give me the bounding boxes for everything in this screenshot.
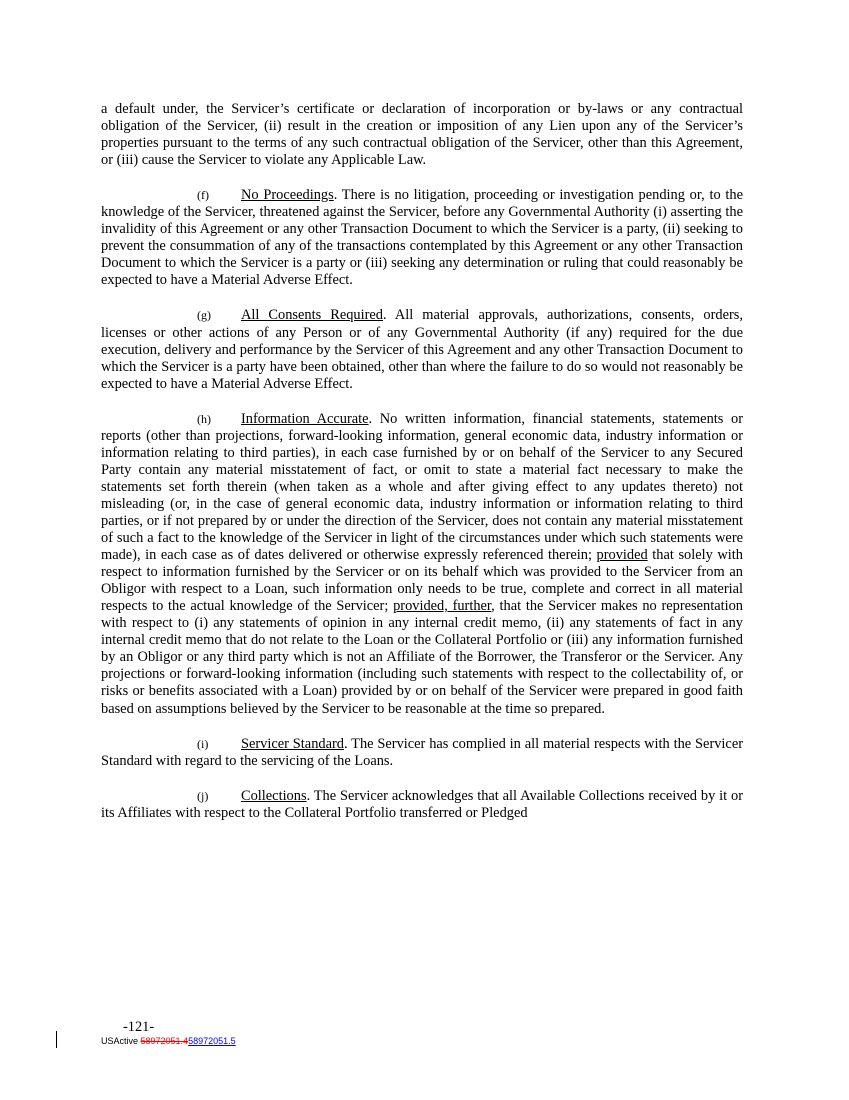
change-bar xyxy=(56,1031,57,1048)
document-id-deleted: 58972051.4 xyxy=(140,1036,189,1046)
section-i-label: (i) xyxy=(197,736,209,751)
section-g-text: . All material approvals, authorizations, consents, orders, licenses or other actions of any Person or of any Governmental Authority (if any) required for the due execution, delivery and performance by the Servicer of this Agreement and any other Transaction Document to which the Servicer is a party have been obtained, other than where the failure to do so would not reasonably be expected to have a Material Adverse Effect. xyxy=(101,307,743,392)
section-j-text: . The Servicer acknowledges that all Available Collections received by it or its Affiliates with respect to the Collateral Portfolio transferred or Pledged xyxy=(101,787,743,821)
section-j-label: (j) xyxy=(197,788,209,803)
section-i-text: . The Servicer has complied in all material respects with the Servicer Standard with regard to the servicing of the Loans. xyxy=(101,735,743,769)
section-h-text-2: that solely with respect to information furnished by the Servicer or on its behalf which was provided to the Servicer from an Obligor with respect to a Loan, such information only needs to be true, complete and correct in all material respects to the actual knowledge of the Servicer; xyxy=(101,547,743,615)
section-g xyxy=(101,307,743,392)
paragraph-continued: a default under, the Servicer’s certificate or declaration of incorporation or by-laws or any contractual obligation of the Servicer, (ii) result in the creation or imposition of any Lien upon any of the Servicer’s properties pursuant to the terms of any such contractual obligation of the Servicer, other than this Agreement, or (iii) cause the Servicer to violate any Applicable Law. xyxy=(101,101,743,169)
page-number: -121- xyxy=(123,1019,155,1035)
section-f-heading: No Proceedings xyxy=(241,187,334,204)
section-g-label: (g) xyxy=(197,308,211,323)
section-h-provided-further: provided, further xyxy=(393,598,492,615)
section-f-text: . There is no litigation, proceeding or investigation pending or, to the knowledge of the Servicer, threatened against the Servicer, before any Governmental Authority (i) asserting the invalidity of this Agreement or any other Transaction Document to which the Servicer is a party, (ii) seeking to prevent the consummation of any of the transactions contemplated by this Agreement or any other Transaction Document to which the Servicer is a party or (iii) seeking any determination or ruling that could reasonably be expected to have a Material Adverse Effect. xyxy=(101,187,743,289)
section-h-provided: provided xyxy=(596,547,648,564)
section-f xyxy=(101,187,743,289)
document-body xyxy=(101,101,743,840)
document-id-inserted: 58972051.5 xyxy=(188,1036,236,1046)
section-h-text-3: , that the Servicer makes no representation with respect to (i) any statements of opinion in any internal credit memo, (ii) any statements of fact in any internal credit memo that do not relate to the Loan or the Collateral Portfolio or (iii) any information furnished by an Obligor or any third party which is not an Affiliate of the Borrower, the Transferor or the Servicer. Any projections or forward-looking information (including such statements with respect to the collectability of, or risks or benefits associated with a Loan) provided by or on behalf of the Servicer were prepared in good faith based on assumptions believed by the Servicer to be reasonable at the time so prepared. xyxy=(101,598,743,717)
section-j-heading: Collections xyxy=(241,787,307,804)
section-h-label: (h) xyxy=(197,411,211,426)
section-j xyxy=(101,788,743,822)
section-h xyxy=(101,411,743,718)
section-i xyxy=(101,736,743,770)
section-f-label: (f) xyxy=(197,188,209,203)
section-h-text-1: . No written information, financial statements, statements or reports (other than projections, forward-looking information, general economic data, industry information or information relating to third parties), in each case furnished by or on behalf of the Servicer to any Secured Party contain any material misstatement of fact, or omit to state a material fact necessary to make the statements set forth therein (when taken as a whole and after giving effect to any updates thereto) not misleading (or, in the case of general economic data, industry information or information relating to third parties, or if not prepared by or under the direction of the Servicer, does not contain any material misstatement of such a fact to the knowledge of the Servicer in light of the circumstances under which such statements were made), in each case as of dates delivered or otherwise expressly referenced therein; xyxy=(101,410,743,564)
section-h-heading: Information Accurate xyxy=(241,410,369,427)
document-id-prefix: USActive xyxy=(101,1036,141,1046)
document-id xyxy=(101,1036,236,1046)
section-g-heading: All Consents Required xyxy=(241,307,383,324)
section-i-heading: Servicer Standard xyxy=(241,735,344,752)
